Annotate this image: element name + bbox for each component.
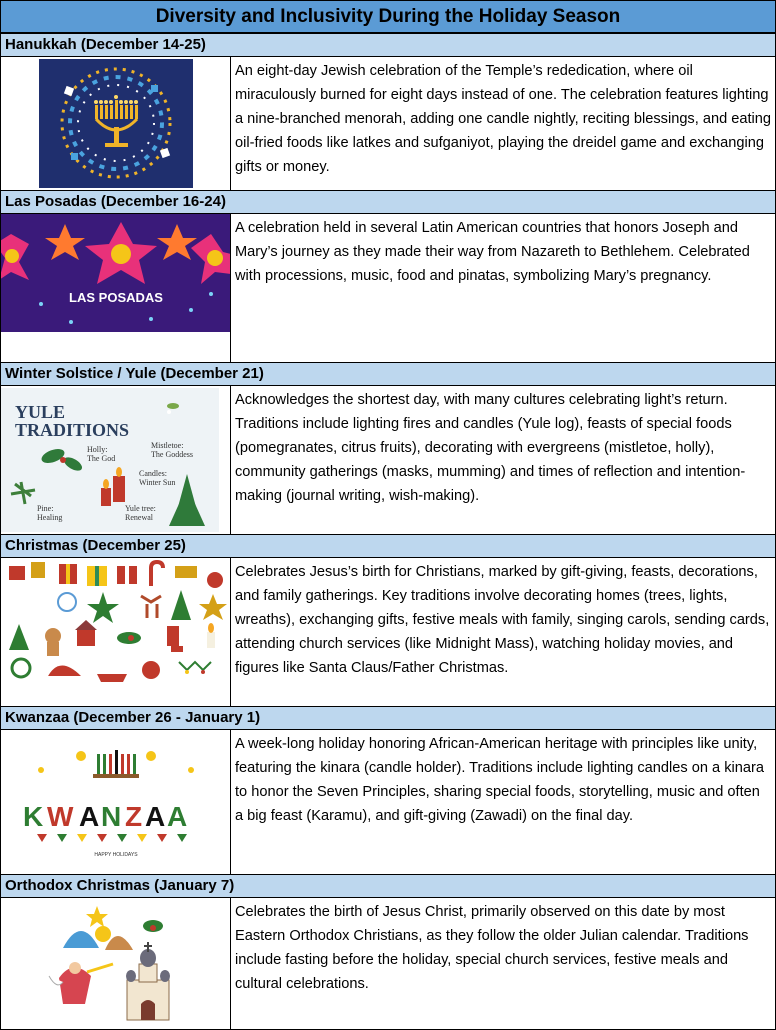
section-text-christmas: Celebrates Jesus’s birth for Christians, marked by gift-giving, feasts, decorations, and family gatherings. Key traditions involve decorating homes (trees, lights, wreaths), exchanging gifts, festive meals with family, singing carols, sending cards, attending church services (like Midnight Mass), watching holiday movies, and figures like Santa Claus/Father Christmas. (235, 564, 770, 676)
section-header-christmas: Christmas (December 25) (1, 534, 775, 558)
svg-text:Candles:: Candles: (139, 469, 167, 478)
svg-text:TRADITIONS: TRADITIONS (15, 420, 130, 440)
kwanzaa-illustration (1, 730, 231, 878)
svg-text:Z: Z (125, 801, 143, 832)
svg-text:K: K (23, 801, 44, 832)
las-posadas-image-cell (1, 214, 231, 362)
section-header-yule: Winter Solstice / Yule (December 21) (1, 362, 775, 386)
svg-text:YULE: YULE (15, 402, 66, 422)
section-row-kwanzaa (1, 730, 775, 878)
section-row-hanukkah (1, 57, 775, 190)
svg-text:W: W (47, 801, 74, 832)
kwanzaa-image-cell (1, 730, 231, 878)
svg-text:The God: The God (87, 454, 116, 463)
orthodox-christmas-image-cell (1, 898, 231, 1029)
svg-text:HAPPY HOLIDAYS: HAPPY HOLIDAYS (94, 852, 138, 858)
yule-image-cell (1, 386, 231, 534)
page-title: Diversity and Inclusivity During the Holiday Season (1, 1, 775, 33)
section-text-hanukkah: An eight-day Jewish celebration of the Temple’s rededication, where oil miraculously burned for eight days instead of one. The celebration features lighting a nine-branched menorah, adding one candle nightly, reciting blessings, and eating oil-fried foods like latkes and sufganiyot, playing the dreidel game and exchanging gifts or money. (235, 63, 772, 175)
christmas-illustration (1, 558, 231, 706)
yule-illustration (1, 386, 231, 534)
hanukkah-illustration (1, 57, 231, 190)
svg-text:N: N (101, 801, 122, 832)
hanukkah-image-cell (1, 57, 231, 190)
section-row-yule (1, 386, 775, 534)
svg-text:A: A (167, 801, 188, 832)
section-text-yule: Acknowledges the shortest day, with many cultures celebrating light’s return. Traditions include lighting fires and candles (Yule log), feasts of special foods (pomegranates, citrus fruits), decorating with evergreens (mistletoe, holly), community gatherings (masks, mumming) and times of reflection and intention-making (journal writing, wish-making). (235, 392, 746, 504)
svg-text:Mistletoe:: Mistletoe: (151, 441, 184, 450)
las-posadas-image-title: LAS POSADAS (69, 290, 163, 305)
section-text-orthodox-christmas: Celebrates the birth of Jesus Christ, primarily observed on this date by most Eastern Orthodox Christians, as they follow the older Julian calendar. Traditions include fasting before the holiday, special church services, festive meals and cultural celebrations. (235, 904, 749, 992)
las-posadas-illustration (1, 214, 231, 362)
section-text-las-posadas: A celebration held in several Latin American countries that honors Joseph and Mary’s journey as they made their way from Nazareth to Bethlehem. Celebrated with processions, music, food and pinatas, symbolizing Mary’s pregnancy. (235, 220, 750, 284)
svg-text:Yule tree:: Yule tree: (125, 504, 156, 513)
section-header-orthodox-christmas: Orthodox Christmas (January 7) (1, 874, 775, 898)
section-row-orthodox-christmas (1, 898, 775, 1029)
svg-text:A: A (145, 801, 166, 832)
svg-text:Winter Sun: Winter Sun (139, 478, 176, 487)
svg-text:Healing: Healing (37, 513, 63, 522)
svg-text:Renewal: Renewal (125, 513, 153, 522)
svg-text:Pine:: Pine: (37, 504, 54, 513)
svg-text:The Goddess: The Goddess (151, 450, 193, 459)
christmas-image-cell (1, 558, 231, 706)
section-header-las-posadas: Las Posadas (December 16-24) (1, 190, 775, 214)
section-row-christmas (1, 558, 775, 706)
section-text-kwanzaa: A week-long holiday honoring African-American heritage with principles like unity, featuring the kinara (candle holder). Traditions include lighting candles on a kinara to honor the Seven Principles, sharing special foods, storytelling, music and often a big feast (Karamu), and gift-giving (Zawadi) on the final day. (235, 736, 764, 824)
section-header-hanukkah: Hanukkah (December 14-25) (1, 33, 775, 57)
svg-text:A: A (79, 801, 100, 832)
section-row-las-posadas (1, 214, 775, 362)
section-header-kwanzaa: Kwanzaa (December 26 - January 1) (1, 706, 775, 730)
orthodox-christmas-illustration (1, 898, 231, 1029)
svg-text:Holly:: Holly: (87, 445, 108, 454)
